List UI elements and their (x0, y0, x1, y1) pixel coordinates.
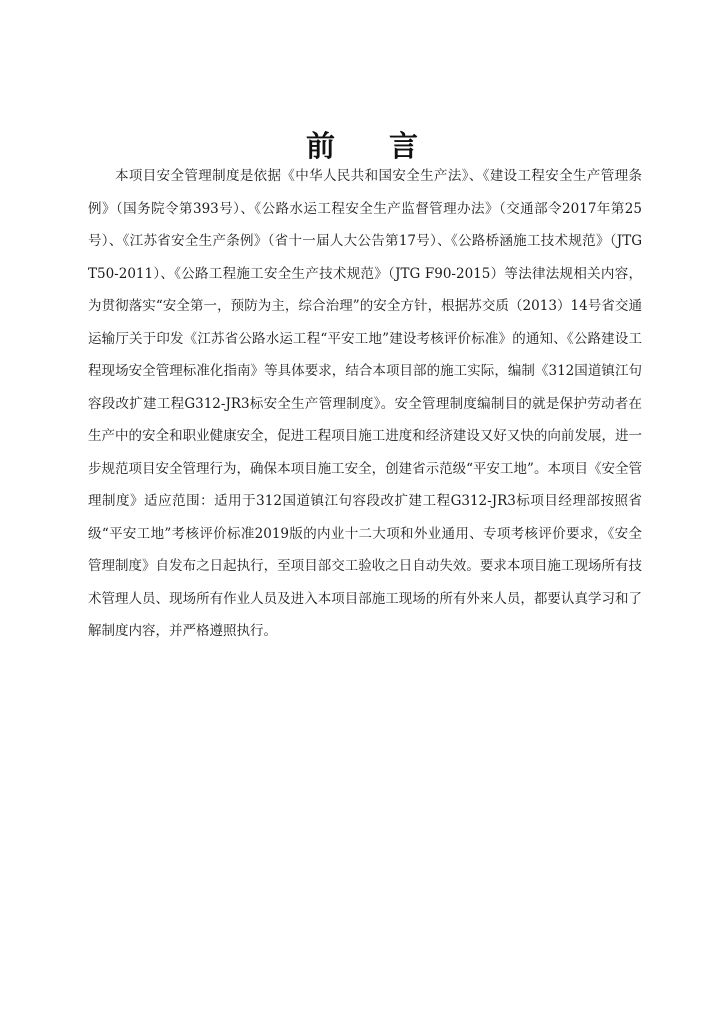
page-title: 前 言 (305, 129, 441, 163)
preface-paragraph: 本项目安全管理制度是依据《中华人民共和国安全生产法》、《建设工程安全生产管理条例》（国务院令第393号）、《公路水运工程安全生产监督管理办法》（交通部令2017年第25号）、《江苏省安全生产条例》（省十一届人大公告第17号）、《公路桥涵施工技术规范》（JTG T50-2011）、《公路工程施工安全生产技术规范》（JTG F90-2015）等法律法规相关内容，为贯彻落实“安全第一，预防为主，综合治理”的安全方针，根据苏交质（2013）14号省交通运输厅关于印发《江苏省公路水运工程“平安工地”建设考核评价标准》的通知、《公路建设工程现场安全管理标准化指南》等具体要求，结合本项目部的施工实际，编制《312国道镇江句容段改扩建工程G312-JR3标安全生产管理制度》。安全管理制度编制目的就是保护劳动者在生产中的安全和职业健康安全，促进工程项目施工进度和经济建设又好又快的向前发展，进一步规范项目安全管理行为，确保本项目施工安全，创建省示范级“平安工地”。本项目《安全管理制度》适应范围：适用于312国道镇江句容段改扩建工程G312-JR3标项目经理部按照省级“平安工地”考核评价标准2019版的内业十二大项和外业通用、专项考核评价要求，《安全管理制度》自发布之日起执行，至项目部交工验收之日自动失效。要求本项目施工现场所有技术管理人员、现场所有作业人员及进入本项目部施工现场的所有外来人员，都要认真学习和了解制度内容，并严格遵照执行。 (88, 168, 642, 639)
